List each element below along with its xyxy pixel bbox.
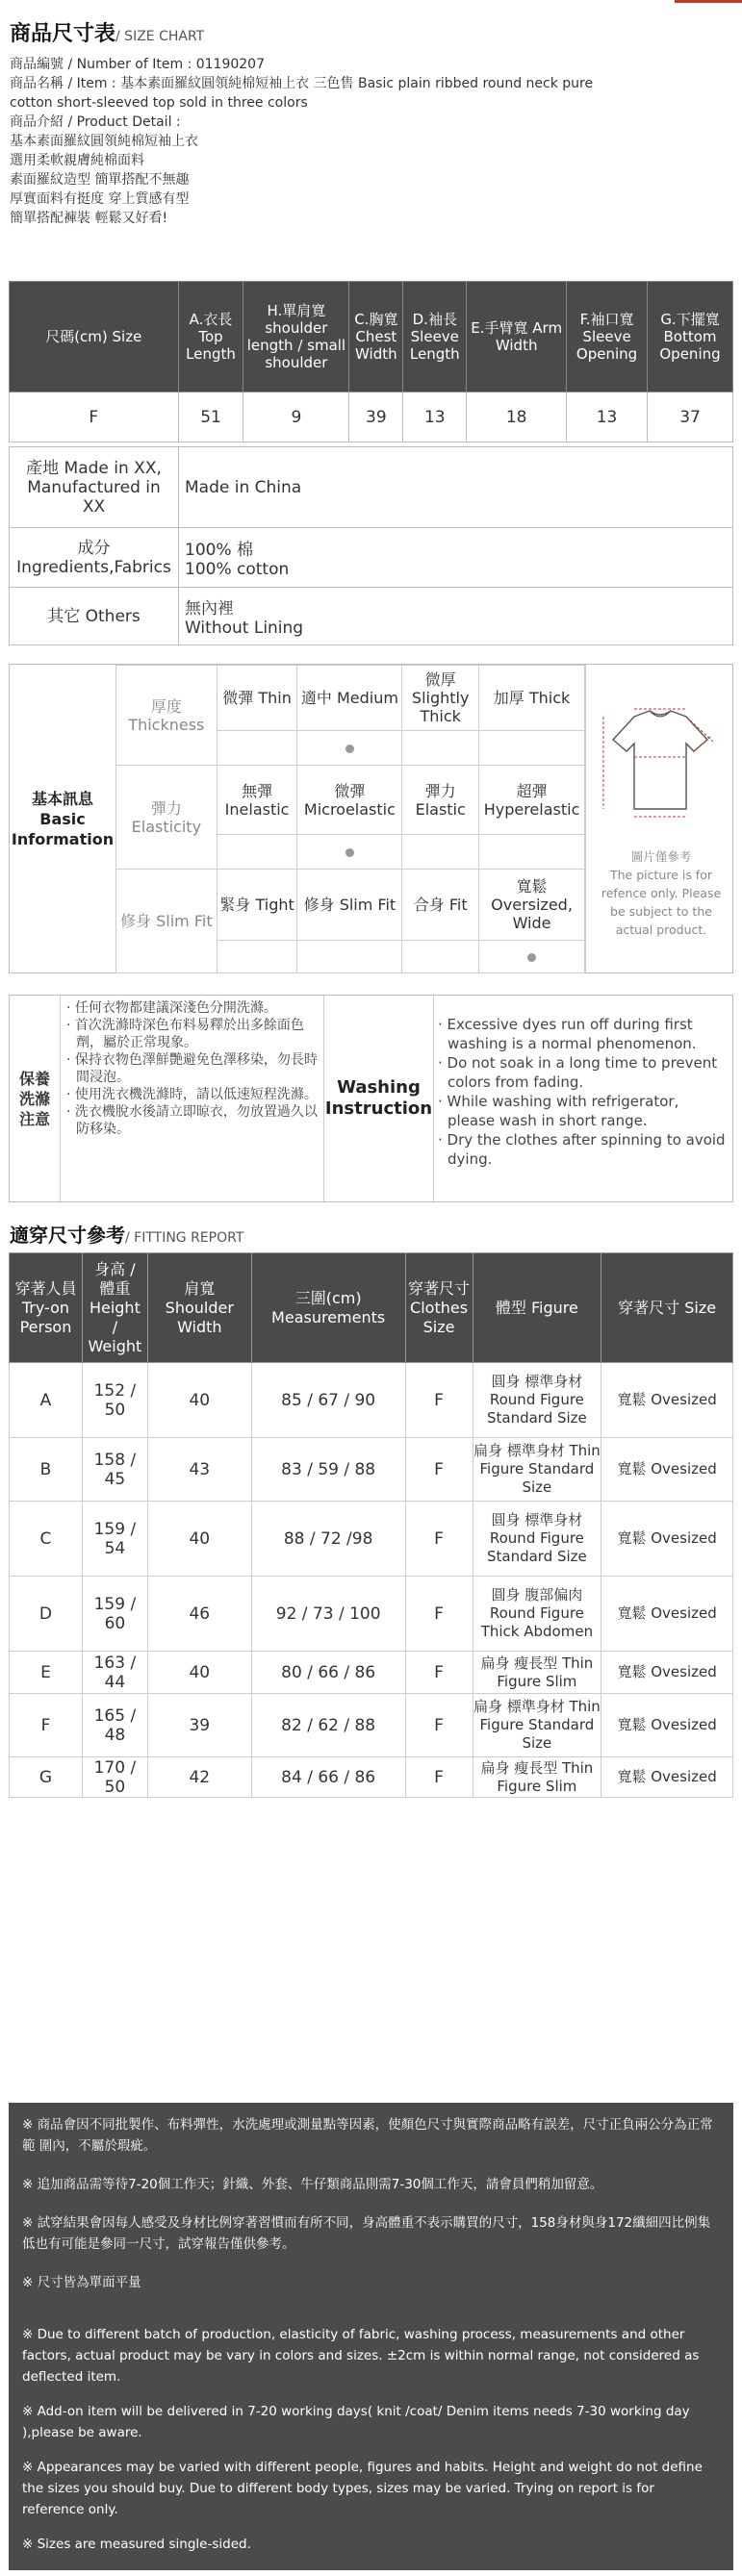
spec-table [9,446,733,645]
others-value: 無內裡 Without Lining [179,588,733,645]
fitting-body [10,1363,733,1798]
intro-line: 簡單搭配褲裝 輕鬆又好看! [10,211,168,226]
elasticity-option: 彈力 Elastic [402,766,479,835]
fitting-cell-meas: 82 / 62 / 88 [251,1694,405,1757]
fitting-cell-shoulder: 40 [147,1363,251,1438]
fitting-cell-hw: 165 / 48 [82,1694,147,1757]
size-header: F.袖口寬 Sleeve Opening [567,282,648,392]
size-cell: 13 [403,392,467,442]
fitting-cell-size: F [405,1652,473,1694]
fitting-cell-hw: 152 / 50 [82,1363,147,1438]
table-row [10,1438,733,1502]
item-info [10,55,736,228]
fitting-cell-fit: 寬鬆 Ovesized [601,1577,733,1652]
fitting-cell-person: G [10,1757,83,1798]
washing-panel [9,995,733,1202]
fitting-cell-person: B [10,1438,83,1502]
table-row [10,392,733,442]
fitting-cell-fit: 寬鬆 Ovesized [601,1694,733,1757]
indicator-cell [217,835,297,870]
fitting-header: 穿著尺寸 Clothes Size [405,1253,473,1363]
size-header: E.手臂寬 Arm Width [467,282,567,392]
notes-panel [9,2103,733,2570]
size-cell: 51 [178,392,243,442]
elasticity-option: 無彈 Inelastic [217,766,297,835]
thickness-option: 適中 Medium [297,666,402,731]
basic-info-grid [115,665,585,973]
fitting-header: 穿著人員 Try-on Person [10,1253,83,1363]
fitting-cell-size: F [405,1438,473,1502]
garment-diagram-panel [585,665,734,972]
tshirt-diagram-icon [594,703,727,838]
fitting-cell-shoulder: 40 [147,1652,251,1694]
indicator-cell [217,731,297,766]
fitting-cell-meas: 83 / 59 / 88 [251,1438,405,1502]
fitting-cell-size: F [405,1577,473,1652]
elasticity-label: 彈力 Elasticity [116,766,217,870]
indicator-cell [402,941,479,973]
note-zh: ※ 尺寸皆為單面平量 [22,2275,141,2290]
size-header: D.袖長 Sleeve Length [403,282,467,392]
table-row [10,1363,733,1438]
size-cell: 13 [567,392,648,442]
washing-list-en [433,996,734,1201]
item-name-line-2: cotton short-sleeved top sold in three colors [10,95,308,111]
table-row [10,1757,733,1798]
size-cell: 18 [467,392,567,442]
intro-line: 選用柔軟親膚純棉面料 [10,153,144,168]
indicator-cell [402,731,479,766]
intro-line: 素面羅紋造型 簡單搭配不無趣 [10,172,190,188]
indicator-cell [217,941,297,973]
indicator-cell [479,731,585,766]
size-header: H.單肩寬 shoulder length / small shoulder [243,282,349,392]
thickness-label: 厚度 Thickness [116,666,217,766]
intro-line: 基本素面羅紋圓領純棉短袖上衣 [10,134,198,149]
note-en: ※ Add-on item will be delivered in 7-20 working days( knit /coat/ Denim items needs 7-30 working day ),please be aware. [22,2404,690,2440]
note-zh: ※ 試穿結果會因每人感受及身材比例穿著習慣而有所不同，身高體重不表示購買的尺寸，158身材與身172纖細四比例集低也有可能是參同一尺寸，試穿報告僅供參考。 [22,2215,711,2252]
size-header: C.胸寬 Chest Width [349,282,403,392]
fitting-cell-shoulder: 39 [147,1694,251,1757]
ingredients-label: 成分 Ingredients,Fabrics [10,528,179,588]
fitting-cell-hw: 159 / 54 [82,1502,147,1577]
fitting-cell-fit: 寬鬆 Ovesized [601,1363,733,1438]
fitting-cell-shoulder: 43 [147,1438,251,1502]
list-item: · Dry the clothes after spinning to avoid dying. [438,1130,730,1169]
thickness-option: 加厚 Thick [479,666,585,731]
fitting-table [9,1252,733,1798]
fitting-cell-meas: 85 / 67 / 90 [251,1363,405,1438]
fitting-cell-figure: 圓身 腹部偏肉 Round Figure Thick Abdomen [473,1577,601,1652]
note-en: ※ Due to different batch of production, elasticity of fabric, washing process, measurements and other factors, actual product may be vary in colors and sizes. ±2cm is within normal range, not considered as deflected item. [22,2327,700,2385]
table-row [10,1577,733,1652]
table-row [10,1652,733,1694]
picture-note: 圖片僅參考 The picture is for refence only. Please be subject to the actual product. [601,849,722,937]
size-header: A.衣長 Top Length [178,282,243,392]
fitting-cell-person: F [10,1694,83,1757]
fitting-cell-fit: 寬鬆 Ovesized [601,1438,733,1502]
fit-label: 修身 Slim Fit [116,870,217,973]
washing-title: Washing Instruction [323,996,433,1201]
others-label: 其它 Others [10,588,179,645]
fitting-cell-hw: 170 / 50 [82,1757,147,1798]
size-header: 尺碼(cm) Size [10,282,179,392]
washing-label: 保養洗滌注意 [18,1069,50,1128]
size-header: G.下擺寬 Bottom Opening [648,282,733,392]
note-zh: ※ 追加商品需等待7-20個工作天；針織、外套、牛仔類商品則需7-30個工作天，請會員們稍加留意。 [22,2177,603,2192]
fitting-cell-person: A [10,1363,83,1438]
fitting-cell-hw: 163 / 44 [82,1652,147,1694]
fitting-cell-meas: 80 / 66 / 86 [251,1652,405,1694]
indicator-cell [297,941,402,973]
fitting-cell-fit: 寬鬆 Ovesized [601,1652,733,1694]
fitting-header: 身高 / 體重 Height / Weight [82,1253,147,1363]
note-en: ※ Appearances may be varied with different people, figures and habits. Height and weight do not define the sizes you should buy. Due to different body types, sizes may be varied. Trying on report is for reference only. [22,2460,703,2517]
fitting-cell-person: C [10,1502,83,1577]
size-cell: 9 [243,392,349,442]
fitting-cell-size: F [405,1757,473,1798]
fitting-cell-person: E [10,1652,83,1694]
size-chart-title: 商品尺寸表/ SIZE CHART [10,22,205,46]
fitting-cell-fit: 寬鬆 Ovesized [601,1502,733,1577]
origin-label: 產地 Made in XX, Manufactured in XX [10,447,179,528]
table-row [10,1502,733,1577]
table-row [10,588,733,645]
fitting-header: 體型 Figure [473,1253,601,1363]
top-accent-bar [675,0,742,3]
list-item: · Excessive dyes run off during first washing is a normal phenomenon. [438,1015,730,1053]
fit-option: 寬鬆 Oversized, Wide [479,870,585,941]
fitting-cell-size: F [405,1363,473,1438]
fitting-cell-shoulder: 42 [147,1757,251,1798]
item-number: 商品編號 / Number of Item : 01190207 [10,57,265,72]
fitting-cell-figure: 扁身 標準身材 Thin Figure Standard Size [473,1694,601,1757]
elasticity-option: 超彈 Hyperelastic [479,766,585,835]
size-cell: 39 [349,392,403,442]
indicator-cell [297,835,402,870]
fitting-header: 三圍(cm) Measurements [251,1253,405,1363]
fitting-cell-meas: 84 / 66 / 86 [251,1757,405,1798]
size-table [9,281,733,442]
table-row [10,1694,733,1757]
item-name-line-1: 商品名稱 / Item : 基本素面羅紋圓領純棉短袖上衣 三色售 Basic plain ribbed round neck pure [10,76,594,91]
list-item: · Do not soak in a long time to prevent colors from fading. [438,1053,730,1092]
basic-info-label: 基本訊息 Basic Information [11,789,115,848]
fit-option: 修身 Slim Fit [297,870,402,941]
fitting-cell-meas: 92 / 73 / 100 [251,1577,405,1652]
selected-dot-icon [345,745,354,753]
fit-option: 緊身 Tight [217,870,297,941]
table-row [10,528,733,588]
ingredients-value: 100% 棉 100% cotton [179,528,733,588]
list-item: · While washing with refrigerator, please wash in short range. [438,1092,730,1130]
table-row [10,447,733,528]
fitting-header: 穿著尺寸 Size [601,1253,733,1363]
thickness-option: 微厚 Slightly Thick [402,666,479,731]
indicator-cell [402,835,479,870]
fitting-report-title: 適穿尺寸參考/ FITTING REPORT [10,1224,244,1247]
fitting-cell-person: D [10,1577,83,1652]
washing-list-zh [60,996,323,1201]
list-item: · 保持衣物色澤鮮艷避免色澤移染，勿長時間浸泡。 [66,1051,318,1086]
header [10,17,736,228]
list-item: · 任何衣物都建議深淺色分開洗滌。 [66,999,318,1017]
intro-label: 商品介紹 / Product Detail : [10,114,181,130]
selected-dot-icon [527,953,536,962]
fitting-cell-hw: 158 / 45 [82,1438,147,1502]
fitting-cell-figure: 扁身 標準身材 Thin Figure Standard Size [473,1438,601,1502]
fitting-cell-figure: 圓身 標準身材 Round Figure Standard Size [473,1363,601,1438]
elasticity-option: 微彈 Microelastic [297,766,402,835]
fitting-cell-shoulder: 46 [147,1577,251,1652]
indicator-cell [297,731,402,766]
indicator-cell [479,941,585,973]
note-en: ※ Sizes are measured single-sided. [22,2537,251,2552]
indicator-cell [479,835,585,870]
fitting-cell-figure: 扁身 瘦長型 Thin Figure Slim [473,1757,601,1798]
fitting-header: 肩寬 Shoulder Width [147,1253,251,1363]
fitting-cell-hw: 159 / 60 [82,1577,147,1652]
fitting-cell-figure: 扁身 瘦長型 Thin Figure Slim [473,1652,601,1694]
selected-dot-icon [345,848,354,857]
size-cell: F [10,392,179,442]
list-item: · 使用洗衣機洗滌時，請以低速短程洗滌。 [66,1086,318,1103]
origin-value: Made in China [179,447,733,528]
list-item: · 首次洗滌時深色布料易釋於出多餘面色劑，屬於正常現象。 [66,1017,318,1051]
list-item: · 洗衣機脫水後請立即晾衣，勿放置過久以防移染。 [66,1103,318,1138]
fitting-cell-shoulder: 40 [147,1502,251,1577]
intro-line: 厚實面料有挺度 穿上質感有型 [10,191,190,207]
fitting-cell-figure: 圓身 標準身材 Round Figure Standard Size [473,1502,601,1577]
size-cell: 37 [648,392,733,442]
fitting-cell-size: F [405,1694,473,1757]
fit-option: 合身 Fit [402,870,479,941]
note-zh: ※ 商品會因不同批製作、布料彈性，水洗處理或測量點等因素，使顏色尺寸與實際商品略有誤差，尺寸正負兩公分為正常範 圍內，不屬於瑕疵。 [22,2117,713,2154]
fitting-cell-size: F [405,1502,473,1577]
basic-info-panel [9,664,733,973]
fitting-cell-meas: 88 / 72 /98 [251,1502,405,1577]
thickness-option: 微彈 Thin [217,666,297,731]
fitting-cell-fit: 寬鬆 Ovesized [601,1757,733,1798]
